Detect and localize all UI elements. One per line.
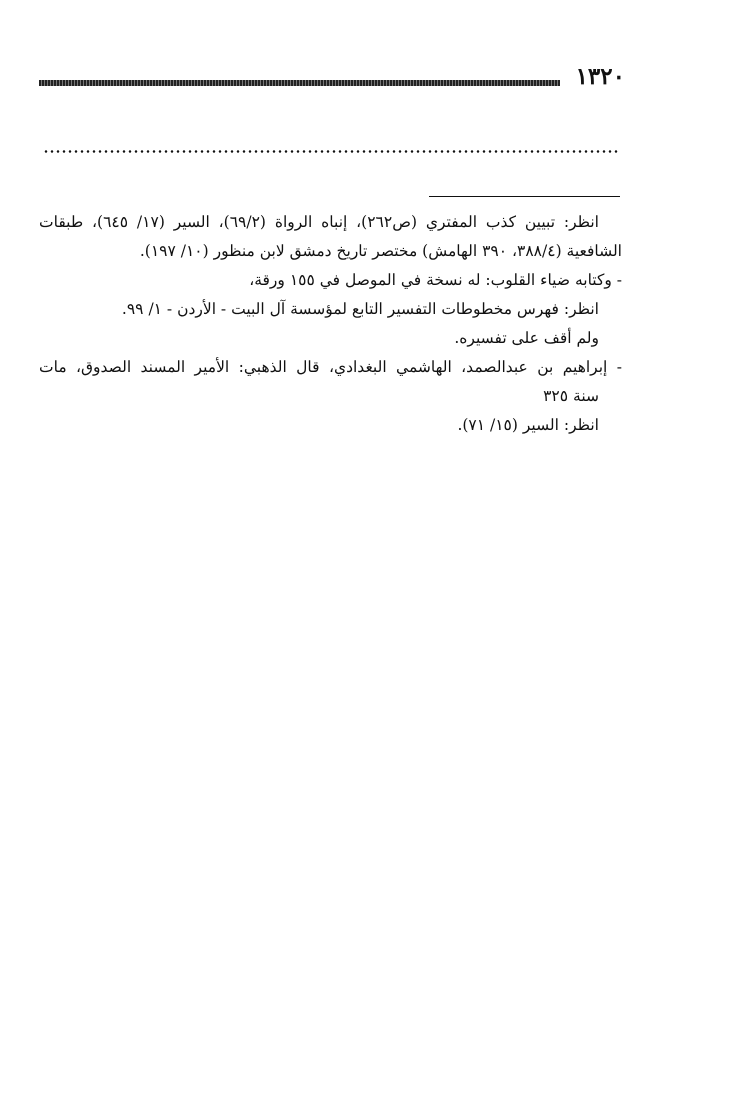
- header-rule: [39, 80, 560, 86]
- footnote-line: انظر: فهرس مخطوطات التفسير التابع لمؤسسة آل البيت - الأردن - ١/ ٩٩.: [121, 300, 599, 318]
- footnote-line: انظر: السير (١٥/ ٧١).: [457, 416, 599, 434]
- footnote-line: ولم أقف على تفسيره.: [454, 329, 599, 347]
- footnote-line: سنة ٣٢٥: [543, 387, 599, 405]
- page-number: ١٣٢٠: [575, 63, 625, 90]
- footnote-line: - وكتابه ضياء القلوب: له نسخة في الموصل في ١٥٥ ورقة،: [249, 271, 622, 289]
- footnote-line: الشافعية (٣٨٨/٤، ٣٩٠ الهامش) مختصر تاريخ دمشق لابن منظور (١٠/ ١٩٧).: [139, 242, 622, 260]
- dotted-separator: [43, 150, 620, 153]
- footnote-line: - إبراهيم بن عبدالصمد، الهاشمي البغدادي، قال الذهبي: الأمير المسند الصدوق، مات: [39, 358, 622, 376]
- footnotes-block: [39, 208, 622, 440]
- footnote-line: انظر: تبيين كذب المفتري (ص٢٦٢)، إنباه الرواة (٦٩/٢)، السير (١٧/ ٦٤٥)، طبقات: [39, 213, 599, 231]
- footnote-rule: [429, 196, 620, 197]
